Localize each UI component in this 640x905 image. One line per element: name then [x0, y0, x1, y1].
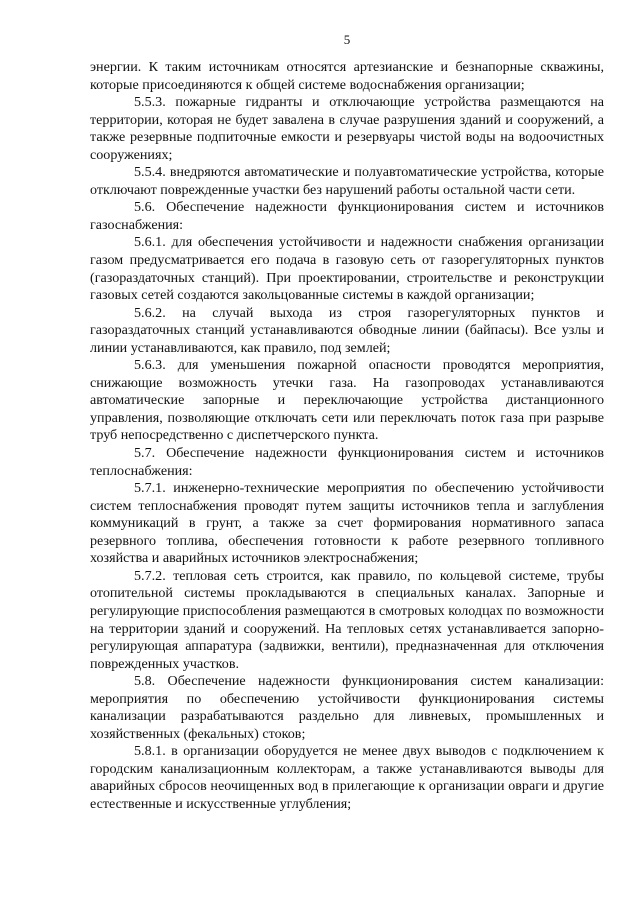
paragraph: 5.5.3. пожарные гидранты и отключающие устройства размещаются на территории, которая не будет завалена в случае разрушения зданий и сооружений, а также резервные подпиточные емкости и резервуары чистой воды на водоочистных сооружениях;: [90, 94, 604, 163]
paragraph: 5.7.2. тепловая сеть строится, как правило, по кольцевой системе, трубы отопительной системы прокладываются в специальных каналах. Запорные и регулирующие приспособления размещаются в смотровых колодцах по возможности на территории зданий и сооружений. На тепловых сетях устанавливается запорно-регулирующая аппаратура (задвижки, вентили), предназначенная для отключения поврежденных участков.: [90, 567, 604, 672]
paragraph: 5.8. Обеспечение надежности функционирования систем канализации: мероприятия по обеспечению устойчивости функционирования системы канализации разрабатываются раздельно для ливневых, промышленных и хозяйственных (фекальных) стоков;: [90, 673, 604, 742]
paragraph: 5.5.4. внедряются автоматические и полуавтоматические устройства, которые отключают поврежденные участки без нарушений работы остальной части сети.: [90, 164, 604, 198]
paragraph: 5.7. Обеспечение надежности функционирования систем и источников теплоснабжения:: [90, 445, 604, 479]
paragraph: энергии. К таким источникам относятся артезианские и безнапорные скважины, которые присоединяются к общей системе водоснабжения организации;: [90, 59, 604, 93]
paragraph: 5.6.2. на случай выхода из строя газорегуляторных пунктов и газораздаточных станций устанавливаются обводные линии (байпасы). Все узлы и линии устанавливаются, как правило, под землей;: [90, 304, 604, 356]
paragraph: 5.6.1. для обеспечения устойчивости и надежности снабжения организации газом предусматривается его подача в газовую сеть от газорегуляторных пунктов (газораздаточных станций). При проектировании, строительстве и реконструкции газовых сетей создаются закольцованные системы в каждой организации;: [90, 234, 604, 304]
paragraph: 5.7.1. инженерно-технические мероприятия по обеспечению устойчивости систем теплоснабжения проводят путем защиты источников тепла и заглубления коммуникаций в грунт, а также за счет формирования нормативного запаса резервного топлива, обеспечения готовности к работе резервного топливного хозяйства и аварийных источников электроснабжения;: [90, 480, 604, 567]
page-number: 5: [343, 32, 351, 47]
paragraph: 5.6.3. для уменьшения пожарной опасности проводятся мероприятия, снижающие возможность утечки газа. На газопроводах устанавливаются автоматические запорные и переключающие устройства дистанционного управления, позволяющие отключать сети или переключать поток газа при разрыве труб непосредственно с диспетчерского пункта.: [90, 357, 604, 444]
paragraph: 5.6. Обеспечение надежности функционирования систем и источников газоснабжения:: [90, 199, 604, 233]
paragraph: 5.8.1. в организации оборудуется не менее двух выводов с подключением к городским канализационным коллекторам, а также устанавливаются выводы для аварийных сбросов неочищенных вод в прилегающие к организации овраги и другие естественные и искусственные углубления;: [90, 743, 604, 812]
document-body: [90, 59, 604, 814]
